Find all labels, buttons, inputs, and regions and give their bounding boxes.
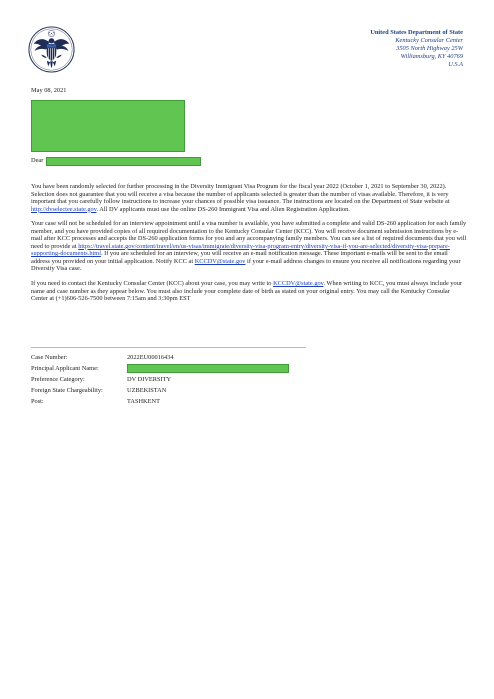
principal-applicant-row bbox=[31, 363, 293, 374]
foreign-state-value: UZBEKISTAN bbox=[127, 386, 167, 394]
foreign-state-row bbox=[31, 385, 293, 396]
country: U.S.A bbox=[448, 60, 463, 68]
redacted-recipient-name bbox=[46, 157, 201, 166]
preference-category-value: DV DIVERSITY bbox=[127, 375, 172, 383]
redacted-applicant-name bbox=[127, 364, 289, 373]
salutation-line bbox=[31, 157, 201, 166]
dvselectee-link[interactable]: http://dvselectee.state.gov bbox=[31, 205, 97, 213]
kccdv-email-link[interactable]: KCCDV@state.gov bbox=[194, 257, 246, 265]
paragraph-contact: If you need to contact the Kentucky Consular Center (KCC) about your case, you may write to KCCDV@state.gov. When writing to KCC, you must always include your name and case number as they appear below. You must also include your complete date of birth as stated on your original entry. You may call the Kentucky Consular Center at (+1)606-526-7500 between 7:15am and 3:30pm EST bbox=[31, 280, 462, 303]
letter-date: May 08, 2021 bbox=[31, 87, 67, 94]
principal-applicant-label: Principal Applicant Name: bbox=[31, 364, 99, 372]
department-name: United States Department of State bbox=[370, 29, 463, 36]
salutation: Dear bbox=[31, 157, 44, 164]
letter-body bbox=[31, 183, 467, 310]
post-value: TASHKENT bbox=[127, 397, 160, 405]
post-label: Post: bbox=[31, 397, 44, 405]
post-row bbox=[31, 396, 293, 407]
supporting-documents-link[interactable]: https://travel.state.gov/content/travel/en/us-visas/immigrate/diversity-visa-program-entry/diversity-visa-if-you-are-selected/diversity-visa-prepare-supporting-documents.html bbox=[31, 242, 450, 258]
great-seal-icon bbox=[28, 26, 75, 73]
paragraph-interview: Your case will not be scheduled for an interview appointment until a visa number is available, you have submitted a complete and valid DS-260 application for each family member, and you have provided copies of all required documentation to the Kentucky Consular Center (KCC). You will receive document submission instructions by e-mail after KCC processes and accepts the DS-260 application forms for you and any accompanying family members. You can see a list of required documents that you will need to provide at https://travel.state.gov/content/travel/en/us-visas/immigrate/diversity-visa-program-entry/diversity-visa-if-you-are-selected/diversity-visa-prepare-supporting-documents.html. If you are scheduled for an interview, you will receive an e-mail notification message. These important e-mails will be sent to the email address you provided on your initial application. Notify KCC at KCCDV@state.gov if your e-mail address changes to ensure you receive all notifications regarding your Diversity Visa case. bbox=[31, 220, 467, 273]
case-table-separator bbox=[31, 347, 306, 348]
city-address: Williamsburg, KY 40769 bbox=[400, 52, 463, 60]
preference-category-label: Preference Category: bbox=[31, 375, 85, 383]
foreign-state-label: Foreign State Chargeability: bbox=[31, 386, 103, 394]
case-details-table bbox=[31, 352, 293, 407]
preference-category-row bbox=[31, 374, 293, 385]
case-number-value: 2022EU00016434 bbox=[127, 353, 174, 361]
kccdv-contact-email-link[interactable]: KCCDV@state.gov bbox=[273, 280, 324, 288]
redacted-recipient-address bbox=[31, 100, 185, 152]
letterhead bbox=[370, 29, 463, 69]
case-number-label: Case Number: bbox=[31, 353, 68, 361]
principal-applicant-value bbox=[127, 363, 293, 374]
center-name: Kentucky Consular Center bbox=[395, 36, 463, 44]
street-address: 3505 North Highway 25W bbox=[396, 44, 463, 52]
case-number-row bbox=[31, 352, 293, 363]
paragraph-selection: You have been randomly selected for further processing in the Diversity Immigrant Visa Program for the fiscal year 2022 (October 1, 2021 to September 30, 2022). Selection does not guarantee that you will receive a visa because the number of applicants selected is greater than the number of visas available. Therefore, it is very important that you carefully follow instructions to increase your chances of possible visa issuance. The instructions are located on the Department of State website at http://dvselectee.state.gov. All DV applicants must use the online DS-260 Immigrant Visa and Alien Registration Application. bbox=[31, 183, 450, 213]
